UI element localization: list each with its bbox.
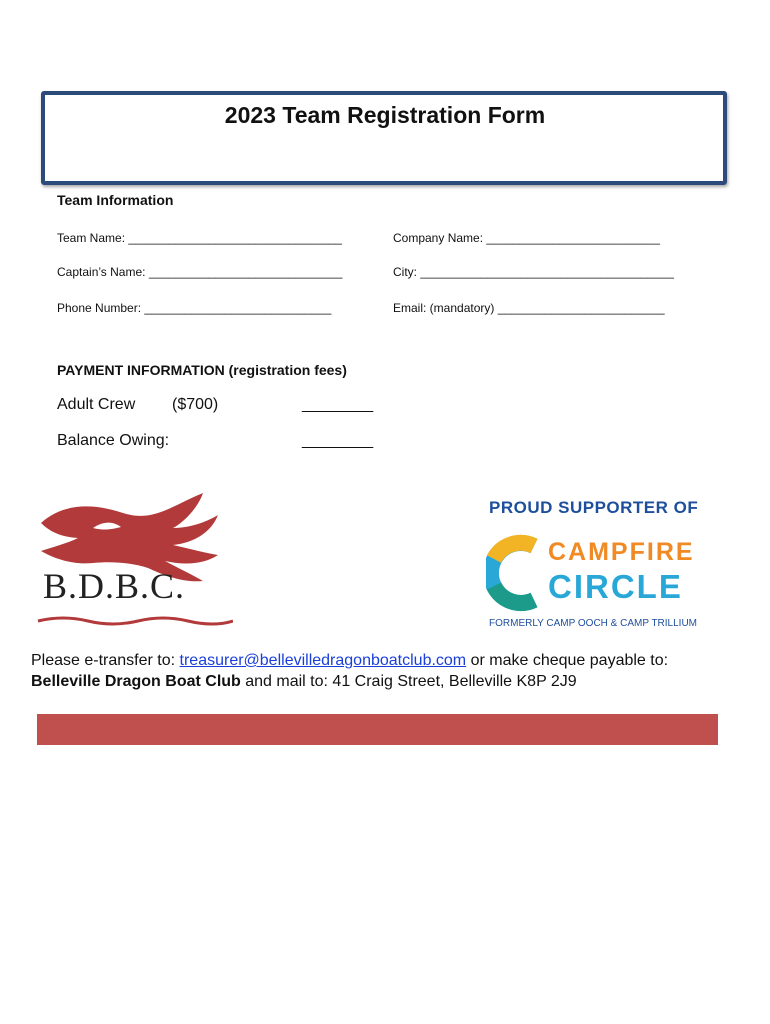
instructions-suffix: and mail to: 41 Craig Street, Belleville K8P 2J9 bbox=[240, 673, 577, 690]
instructions-middle: or make cheque payable to: bbox=[466, 652, 669, 669]
bdbc-logo bbox=[33, 483, 233, 628]
supporter-heading: PROUD SUPPORTER OF bbox=[489, 498, 699, 517]
email-field[interactable]: Email: (mandatory) _________________________ bbox=[393, 301, 665, 315]
campfire-circle-logo bbox=[486, 492, 711, 632]
captain-name-field[interactable]: Captain’s Name: _____________________________ bbox=[57, 265, 343, 279]
city-field[interactable]: City: ______________________________________ bbox=[393, 265, 674, 279]
campfire-text: CAMPFIRE bbox=[548, 538, 695, 566]
adult-crew-fee: ($700) bbox=[172, 396, 219, 413]
company-name-field[interactable]: Company Name: __________________________ bbox=[393, 231, 660, 245]
formerly-text: FORMERLY CAMP OOCH & CAMP TRILLIUM bbox=[489, 618, 698, 629]
balance-label: Balance Owing: bbox=[57, 432, 170, 449]
adult-crew-label: Adult Crew bbox=[57, 396, 136, 413]
payment-heading: PAYMENT INFORMATION (registration fees) bbox=[57, 362, 347, 378]
balance-blank[interactable]: ________ bbox=[302, 432, 374, 449]
phone-field[interactable]: Phone Number: ____________________________ bbox=[57, 301, 332, 315]
red-footer-bar bbox=[37, 714, 718, 745]
treasurer-email-link[interactable]: treasurer@bellevilledragonboatclub.com bbox=[179, 652, 467, 669]
bdbc-logo-text: B.D.B.C. bbox=[43, 566, 186, 606]
form-title: 2023 Team Registration Form bbox=[224, 102, 546, 128]
c-mark-icon bbox=[486, 534, 540, 612]
team-name-field[interactable]: Team Name: ________________________________ bbox=[57, 231, 342, 245]
adult-crew-blank[interactable]: ________ bbox=[302, 396, 374, 413]
circle-text: CIRCLE bbox=[548, 568, 683, 605]
team-info-heading: Team Information bbox=[57, 192, 174, 208]
instructions-prefix: Please e-transfer to: bbox=[31, 652, 180, 669]
payment-instructions bbox=[31, 650, 751, 692]
club-name: Belleville Dragon Boat Club bbox=[31, 673, 241, 690]
